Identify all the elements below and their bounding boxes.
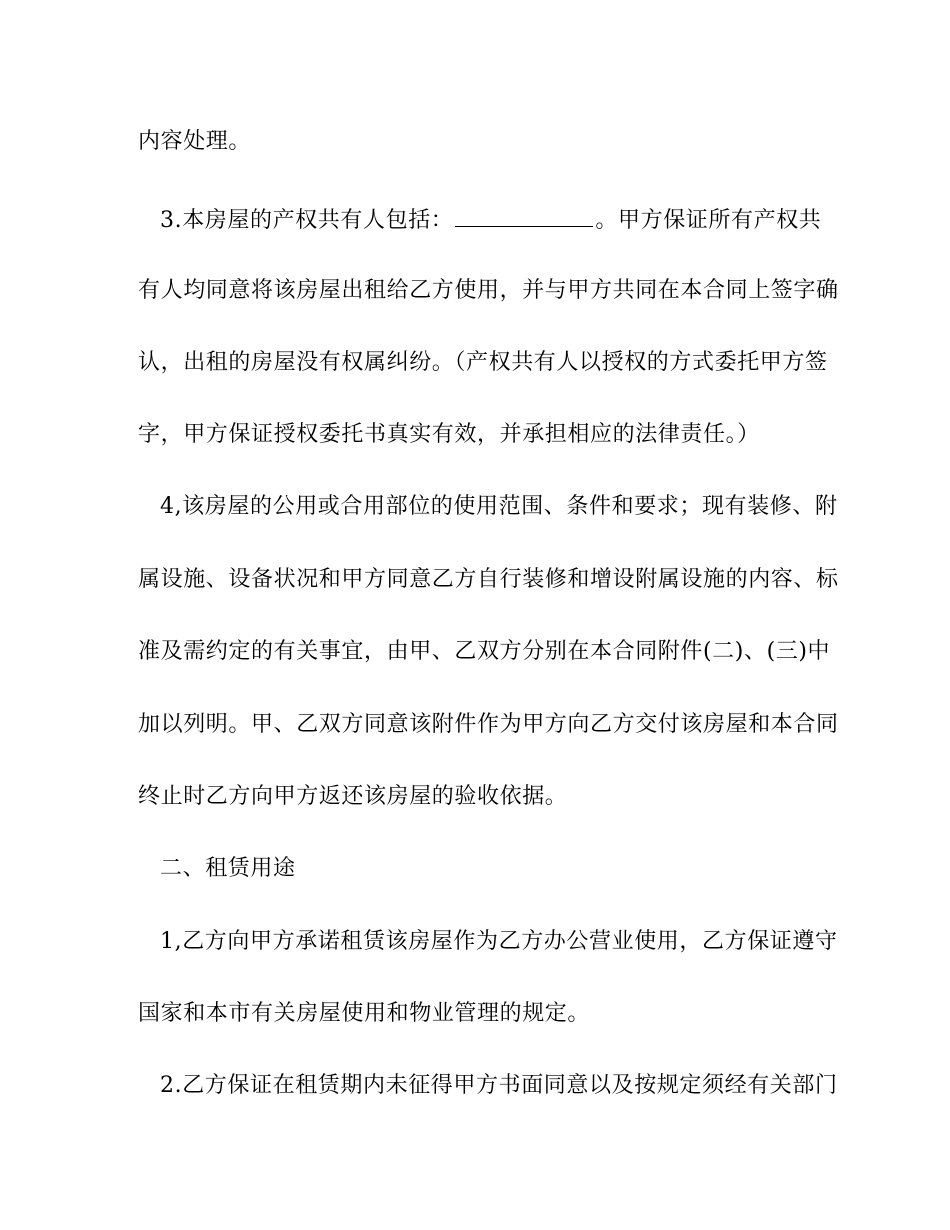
text-line: 准及需约定的有关事宜，由甲、乙双方分别在本合同附件(二)、(三)中 (138, 639, 831, 664)
text-segment: 。甲方保证所有产权共 (595, 208, 822, 233)
text-line: 2.乙方保证在租赁期内未征得甲方书面同意以及按规定须经有关部门 (160, 1073, 838, 1098)
fill-in-blank (455, 204, 593, 227)
text-line: 属设施、设备状况和甲方同意乙方自行装修和增设附属设施的内容、标 (138, 567, 839, 592)
text-line (160, 204, 840, 234)
text-line: 终止时乙方向甲方返还该房屋的验收依据。 (138, 784, 568, 809)
text-line: 4,该房屋的公用或合用部位的使用范围、条件和要求；现有装修、附 (160, 494, 838, 519)
text-line: 字，甲方保证授权委托书真实有效，并承担相应的法律责任。） (138, 422, 760, 447)
section-heading: 二、租赁用途 (160, 856, 296, 881)
text-line: 有人均同意将该房屋出租给乙方使用，并与甲方共同在本合同上签字确 (138, 278, 839, 303)
text-segment: 3.本房屋的产权共有人包括： (160, 208, 454, 233)
text-line: 认，出租的房屋没有权属纠纷。（产权共有人以授权的方式委托甲方签 (138, 350, 828, 375)
text-line: 国家和本市有关房屋使用和物业管理的规定。 (138, 1001, 591, 1026)
text-line: 内容处理。 (138, 129, 252, 154)
text-line: 加以列明。甲、乙双方同意该附件作为甲方向乙方交付该房屋和本合同 (138, 712, 839, 737)
text-line: 1,乙方向甲方承诺租赁该房屋作为乙方办公营业使用，乙方保证遵守 (160, 929, 838, 954)
